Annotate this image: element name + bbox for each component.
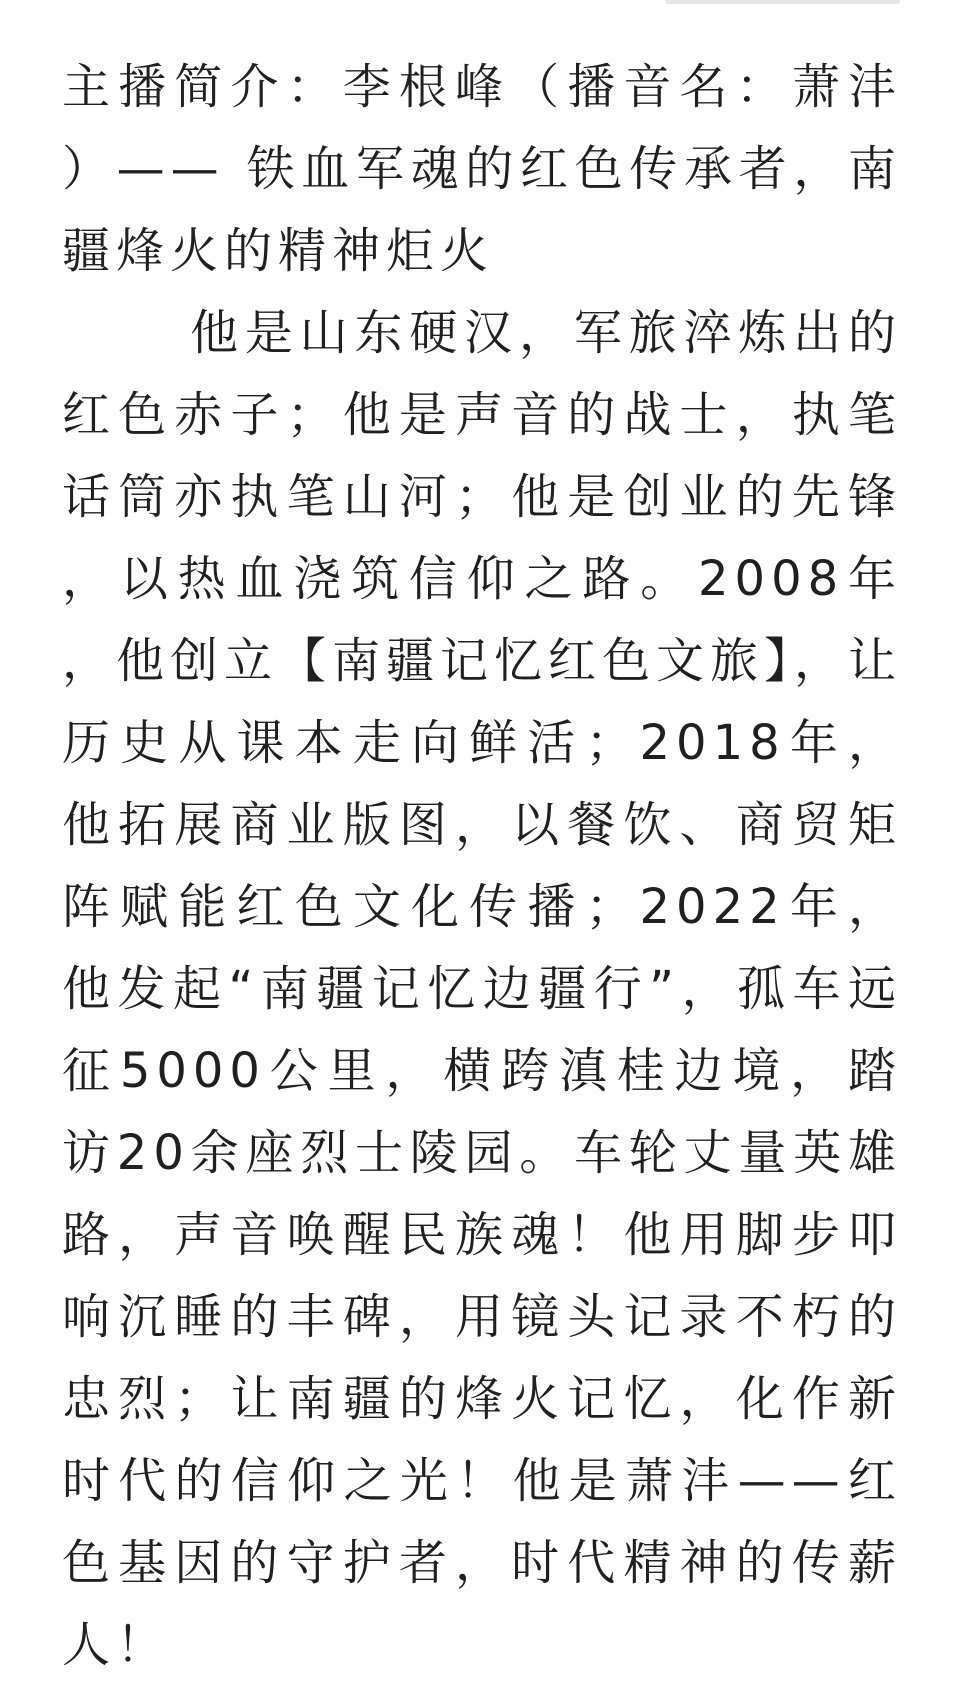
top-edge-divider [665, 0, 900, 4]
article-heading: 主播简介：李根峰（播音名：萧沣）—— 铁血军魂的红色传承者，南疆烽火的精神炬火 [62, 59, 902, 279]
article-paragraph: 他是山东硬汉，军旅淬炼出的红色赤子；他是声音的战士，执笔话筒亦执笔山河；他是创业的先锋，以热血浇筑信仰之路。2008年，他创立【南疆记忆红色文旅】，让历史从课本走向鲜活；2018年，他拓展商业版图，以餐饮、商贸矩阵赋能红色文化传播；2022年，他发起“南疆记忆边疆行”，孤车远征5000公里，横跨滇桂边境，踏访20余座烈士陵园。车轮丈量英雄路，声音唤醒民族魂！他用脚步叩响沉睡的丰碑，用镜头记录不朽的忠烈；让南疆的烽火记忆，化作新时代的信仰之光！他是萧沣——红色基因的守护者，时代精神的传薪人！ [62, 305, 903, 1673]
article-body [62, 46, 902, 1686]
